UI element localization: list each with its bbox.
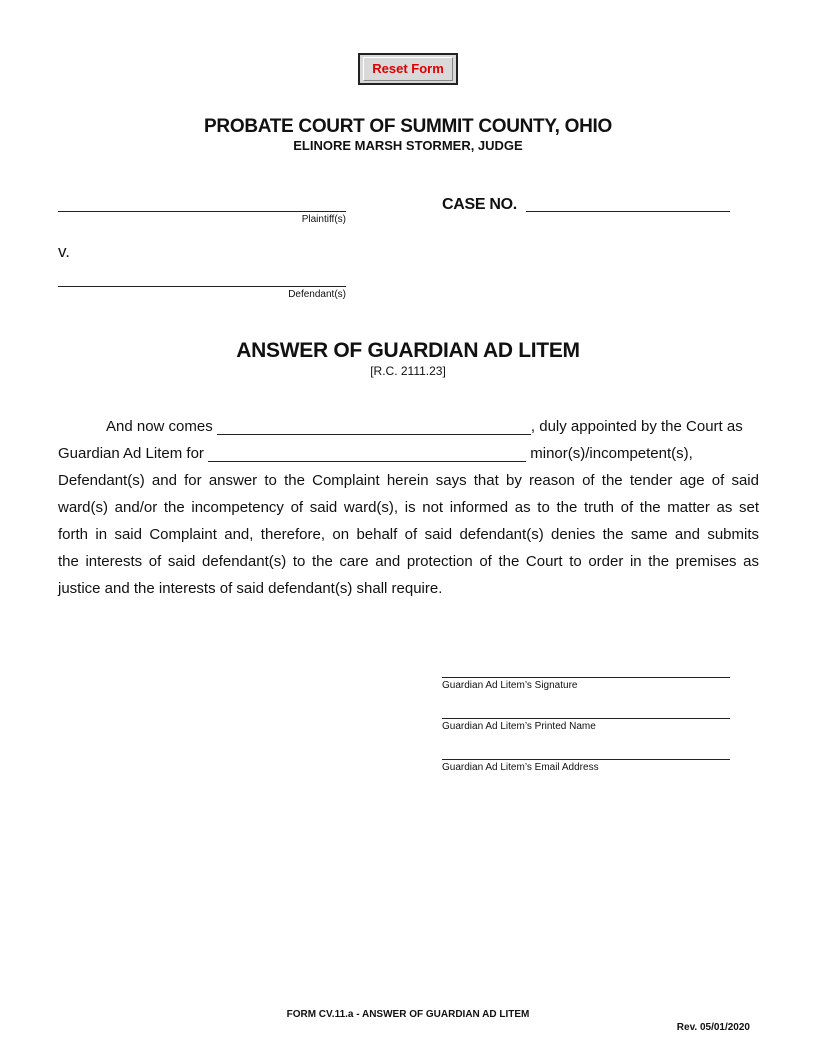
- paragraph-line-4: ward(s) and/or the incompetency of said ward(s), is not informed as to the truth of the matter as set: [58, 499, 759, 516]
- paragraph-line-5: forth in said Complaint and, therefore, on behalf of said defendant(s) denies the same and submits: [58, 526, 759, 543]
- line2-start: Guardian Ad Litem for: [58, 445, 204, 462]
- plaintiff-label: Plaintiff(s): [301, 214, 346, 225]
- case-no-label: CASE NO.: [442, 196, 517, 213]
- revision-date: Rev. 05/01/2020: [676, 1022, 750, 1033]
- paragraph-line-7: justice and the interests of said defendant(s) shall require.: [58, 580, 443, 597]
- email-label: Guardian Ad Litem’s Email Address: [442, 762, 599, 773]
- statute-citation: [R.C. 2111.23]: [370, 364, 446, 378]
- printed-name-field[interactable]: [442, 718, 730, 719]
- case-no-field[interactable]: [526, 211, 730, 212]
- paragraph-line-6: the interests of said defendant(s) to the care and protection of the Court to order in the premises as: [58, 553, 759, 570]
- defendant-field[interactable]: [58, 286, 346, 287]
- printed-name-label: Guardian Ad Litem’s Printed Name: [442, 721, 596, 732]
- paragraph-line-2: [58, 440, 759, 467]
- plaintiff-field[interactable]: [58, 211, 346, 212]
- guardian-name-field[interactable]: [217, 417, 531, 435]
- paragraph-line-1: [58, 413, 759, 440]
- versus-label: v.: [58, 242, 70, 261]
- court-title: PROBATE COURT OF SUMMIT COUNTY, OHIO: [204, 116, 612, 137]
- reset-form-button[interactable]: [358, 53, 458, 85]
- email-field[interactable]: [442, 759, 730, 760]
- judge-name: ELINORE MARSH STORMER, JUDGE: [293, 138, 523, 153]
- reset-form-label: Reset Form: [363, 57, 453, 81]
- document-title: ANSWER OF GUARDIAN AD LITEM: [236, 339, 580, 362]
- line2-end: minor(s)/incompetent(s),: [530, 445, 693, 462]
- answer-paragraph: [58, 413, 759, 602]
- paragraph-line-3: Defendant(s) and for answer to the Complaint herein says that by reason of the tender age of said: [58, 472, 759, 489]
- ward-name-field[interactable]: [208, 444, 526, 462]
- defendant-label: Defendant(s): [288, 289, 346, 300]
- line1-start: And now comes: [106, 418, 213, 435]
- signature-label: Guardian Ad Litem’s Signature: [442, 680, 578, 691]
- form-identifier: FORM CV.11.a - ANSWER OF GUARDIAN AD LITEM: [286, 1009, 530, 1020]
- line1-end: , duly appointed by the Court as: [530, 418, 743, 435]
- signature-field[interactable]: [442, 677, 730, 678]
